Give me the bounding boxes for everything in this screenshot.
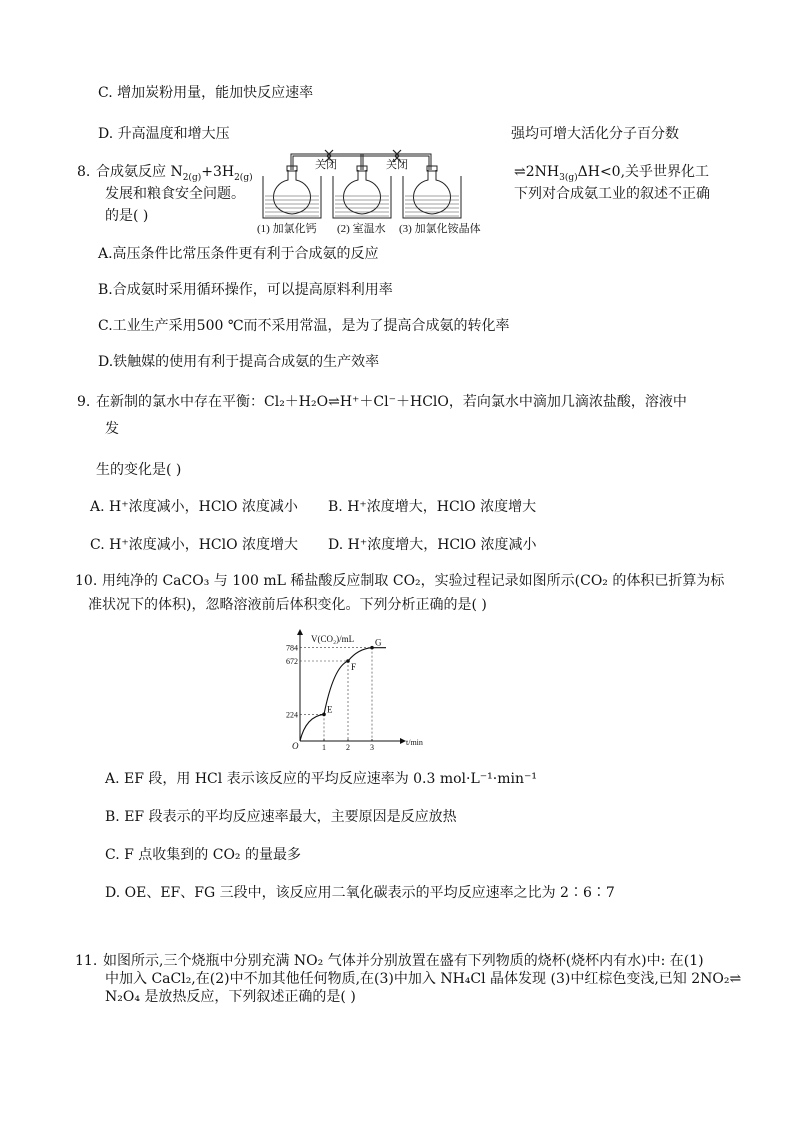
q8-option-b: B.合成氨时采用循环操作，可以提高原料利用率 xyxy=(98,282,393,298)
q8-option-c: C.工业生产采用500 ℃而不采用常温，是为了提高合成氨的转化率 xyxy=(98,318,510,334)
valve-label-2: 关闭 xyxy=(386,159,408,171)
point-label-F: F xyxy=(351,662,357,672)
point-label-G: G xyxy=(375,637,382,648)
flask-caption-3: (3) 加氯化铵晶体 xyxy=(399,223,481,235)
q7-option-c: C. 增加炭粉用量，能加快反应速率 xyxy=(98,85,314,101)
q8-stem-line2-left: 发展和粮食安全问题。 xyxy=(105,186,245,202)
point-label-E: E xyxy=(327,704,333,715)
x-tick-label: 2 xyxy=(346,743,350,752)
q10-option-a: A. EF 段，用 HCl 表示该反应的平均反应速率为 0.3 mol·L⁻¹·min⁻¹ xyxy=(105,771,538,787)
q8-option-a: A.高压条件比常压条件更有利于合成氨的反应 xyxy=(98,246,379,262)
q8-stem-line2-right: 下列对合成氨工业的叙述不正确 xyxy=(514,186,710,202)
flask-caption-2: (2) 室温水 xyxy=(337,223,386,235)
y-axis-label: V(CO₂)/mL xyxy=(311,634,355,644)
q9-stem-line2: 生的变化是( ) xyxy=(96,462,182,478)
point-G xyxy=(370,646,374,650)
q10-option-d: D. OE、EF、FG 三段中，该反应用二氧化碳表示的平均反应速率之比为 2∶6∶7 xyxy=(105,885,615,901)
x-axis-label: t/min xyxy=(406,738,423,747)
q8-stem-right: $\rightleftharpoons 2NH_{3(g)}\Delta H<0$,关乎世界化工 xyxy=(514,164,710,183)
y-tick-label: 224 xyxy=(286,710,298,720)
co2-curve xyxy=(300,648,386,741)
q11-line1: 如图所示,三个烧瓶中分别充满 NO₂ 气体并分别放置在盛有下列物质的烧杯(烧杯内有水)中: 在(1) xyxy=(103,953,704,969)
q9-option-d: D. H⁺浓度增大，HClO 浓度减小 xyxy=(328,537,537,553)
q11-line2: 中加入 CaCl₂,在(2)中不加其他任何物质,在(3)中加入 NH₄Cl 晶体发现 (3)中红棕色变浅,已知 2NO₂⇌ xyxy=(105,971,742,987)
q8-number: 8. xyxy=(77,164,91,180)
flask-apparatus-figure xyxy=(255,148,505,238)
q7-option-d-left: D. 升高温度和增大压 xyxy=(98,126,230,142)
x-tick-label: 1 xyxy=(322,743,326,752)
q10-stem-line2: 准状况下的体积)，忽略溶液前后体积变化。下列分析正确的是( ) xyxy=(88,597,487,613)
point-F xyxy=(346,659,350,663)
q10-option-b: B. EF 段表示的平均反应速率最大，主要原因是反应放热 xyxy=(105,809,457,825)
valve-label-1: 关闭 xyxy=(315,159,337,171)
q7-option-d-right: 强均可增大活化分子百分数 xyxy=(511,126,679,142)
q8-stem-line3: 的是( ) xyxy=(105,208,149,224)
q11-line3: N₂O₄ 是放热反应，下列叙述正确的是( ) xyxy=(105,989,356,1005)
q10-option-c: C. F 点收集到的 CO₂ 的量最多 xyxy=(105,847,301,863)
x-tick-label: 3 xyxy=(370,743,374,752)
flask-caption-1: (1) 加氯化钙 xyxy=(257,223,317,235)
y-tick-label: 784 xyxy=(286,643,298,653)
q10-number: 10. xyxy=(75,573,98,589)
q9-stem: 在新制的氯水中存在平衡：Cl₂＋H₂O⇌H⁺＋Cl⁻＋HClO，若向氯水中滴加几滴浓盐酸，溶液中 xyxy=(96,394,687,410)
y-tick-label: 672 xyxy=(286,657,298,666)
q11-number: 11. xyxy=(75,953,98,969)
q10-stem: 用纯净的 CaCO₃ 与 100 mL 稀盐酸反应制取 CO₂，实验过程记录如图所示(CO₂ 的体积已折算为标 xyxy=(102,573,725,589)
q9-option-a: A. H⁺浓度减小，HClO 浓度减小 xyxy=(90,499,298,515)
q9-number: 9. xyxy=(77,394,91,410)
origin-label: O xyxy=(292,741,299,751)
co2-volume-chart xyxy=(275,628,435,753)
point-E xyxy=(322,713,326,717)
q9-option-b: B. H⁺浓度增大，HClO 浓度增大 xyxy=(328,499,537,515)
q9-option-c: C. H⁺浓度减小，HClO 浓度增大 xyxy=(90,537,299,553)
q8-option-d: D.铁触媒的使用有利于提高合成氨的生产效率 xyxy=(98,354,380,370)
q9-stem-cont: 发 xyxy=(105,421,119,437)
q8-stem: 合成氨反应 $N_{2(g)}+3H_{2(g)}$ xyxy=(96,164,253,183)
